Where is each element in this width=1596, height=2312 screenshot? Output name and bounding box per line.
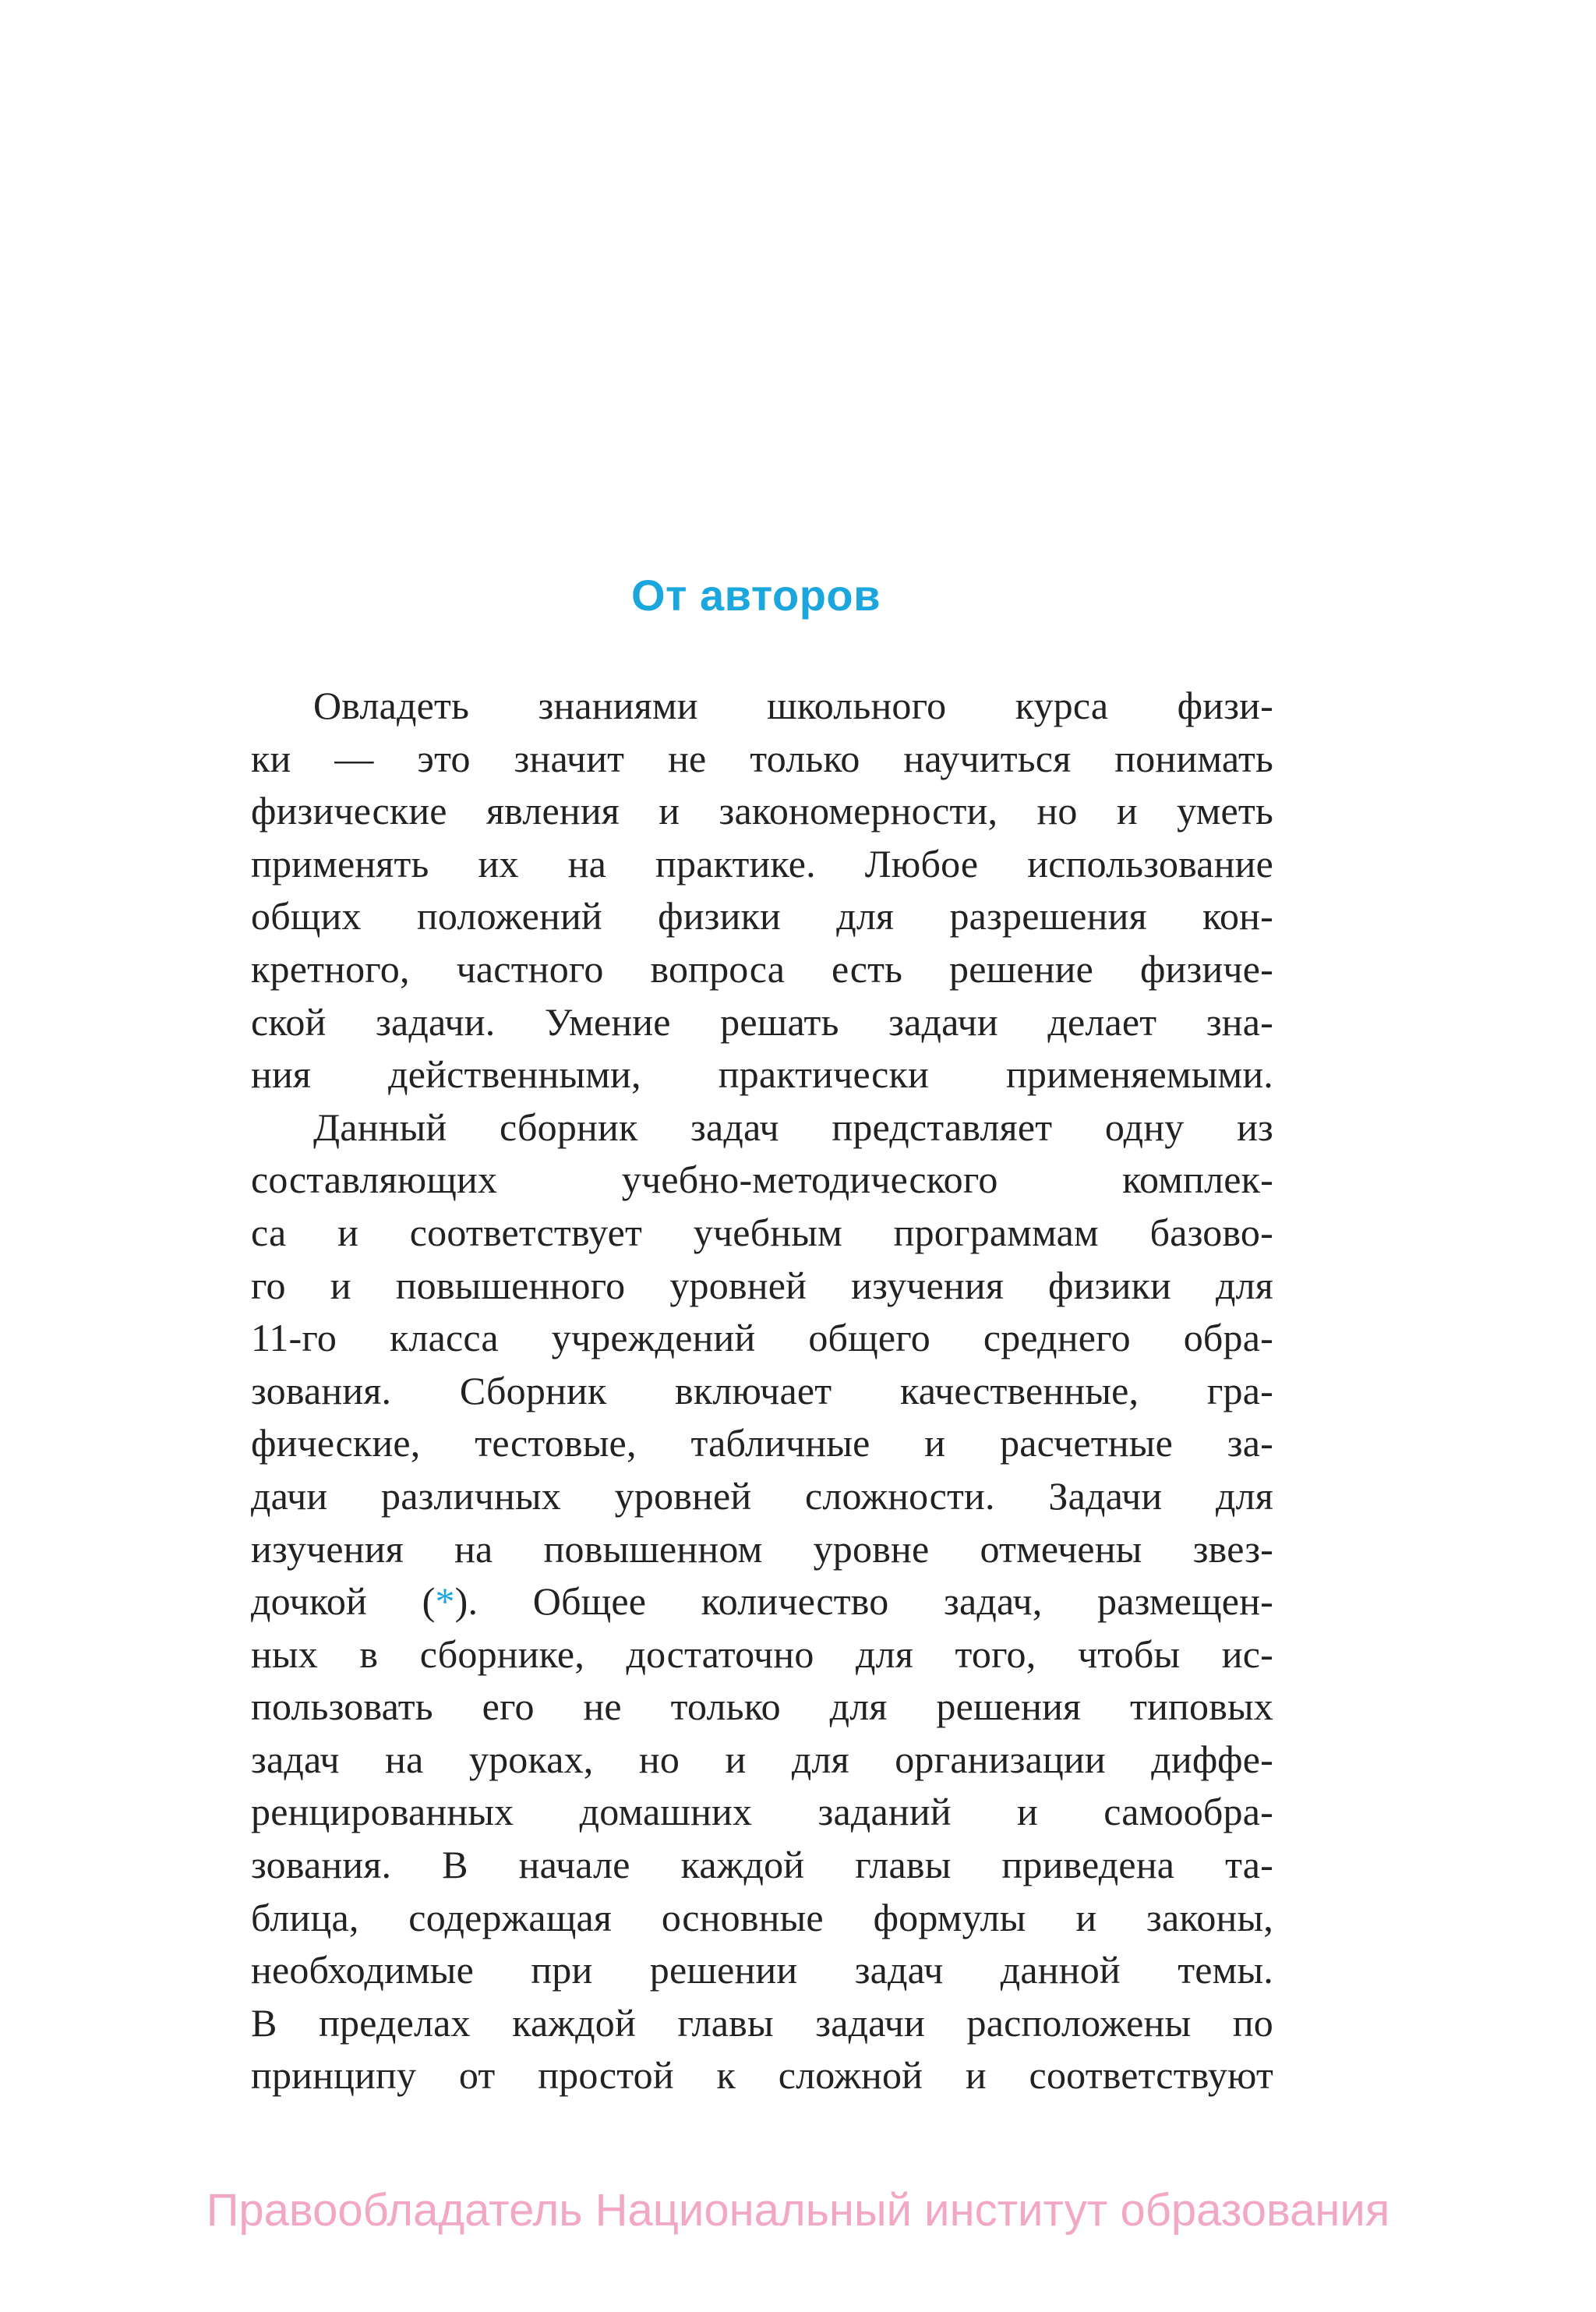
text-line: блица, содержащая основные формулы и законы, xyxy=(251,1895,1273,1939)
text-line: необходимые при решении задач данной темы. xyxy=(251,1948,1273,1992)
section-heading: От авторов xyxy=(630,571,881,620)
text-line: изучения на повышенном уровне отмечены звез- xyxy=(251,1526,1273,1571)
text-line: пользовать его не только для решения типовых xyxy=(251,1685,1273,1729)
text-line: фические, тестовые, табличные и расчетные за- xyxy=(251,1421,1273,1465)
text-line: составляющих учебно-методического комплек- xyxy=(251,1158,1273,1202)
text-line: дачи различных уровней сложности. Задачи для xyxy=(251,1473,1273,1518)
text-line: зования. В начале каждой главы приведена та- xyxy=(251,1843,1273,1887)
body-text xyxy=(251,680,1273,2102)
text-line: общих положений физики для разрешения кон- xyxy=(251,894,1273,939)
asterisk-icon: * xyxy=(435,1579,455,1624)
text-line: кретного, частного вопроса есть решение физиче- xyxy=(251,946,1273,991)
text-line: ской задачи. Умение решать задачи делает зна- xyxy=(251,999,1273,1044)
text-line-with-star xyxy=(251,1575,1273,1628)
text-fragment: дочкой ( xyxy=(251,1579,436,1624)
text-line: Овладеть знаниями школьного курса физи- xyxy=(313,684,1273,727)
text-line: ния действенными, практически применяемыми. xyxy=(251,1052,1273,1097)
text-line: физические явления и закономерности, но и уметь xyxy=(251,789,1273,833)
text-line: зования. Сборник включает качественные, гра- xyxy=(251,1368,1273,1412)
copyright-footer: Правообладатель Национальный институт образования xyxy=(206,2185,1390,2236)
text-line: В пределах каждой главы задачи расположены по xyxy=(251,2000,1273,2045)
text-line: ренцированных домашних заданий и самообра- xyxy=(251,1790,1273,1834)
text-line: са и соответствует учебным программам базово- xyxy=(251,1210,1273,1254)
text-line: го и повышенного уровней изучения физики для xyxy=(251,1263,1273,1307)
text-line: 11-го класса учреждений общего среднего обра- xyxy=(251,1316,1273,1360)
text-line: задач на уроках, но и для организации диффе- xyxy=(251,1737,1273,1781)
text-line: ки — это значит не только научиться понимать xyxy=(251,736,1273,780)
text-line: ных в сборнике, достаточно для того, чтобы ис- xyxy=(251,1631,1273,1676)
text-line: принципу от простой к сложной и соответствуют xyxy=(251,2053,1273,2098)
text-fragment: ). Общее количество задач, размещен- xyxy=(454,1579,1273,1624)
text-line: Данный сборник задач представляет одну из xyxy=(313,1105,1273,1149)
text-line: применять их на практике. Любое использование xyxy=(251,841,1273,886)
